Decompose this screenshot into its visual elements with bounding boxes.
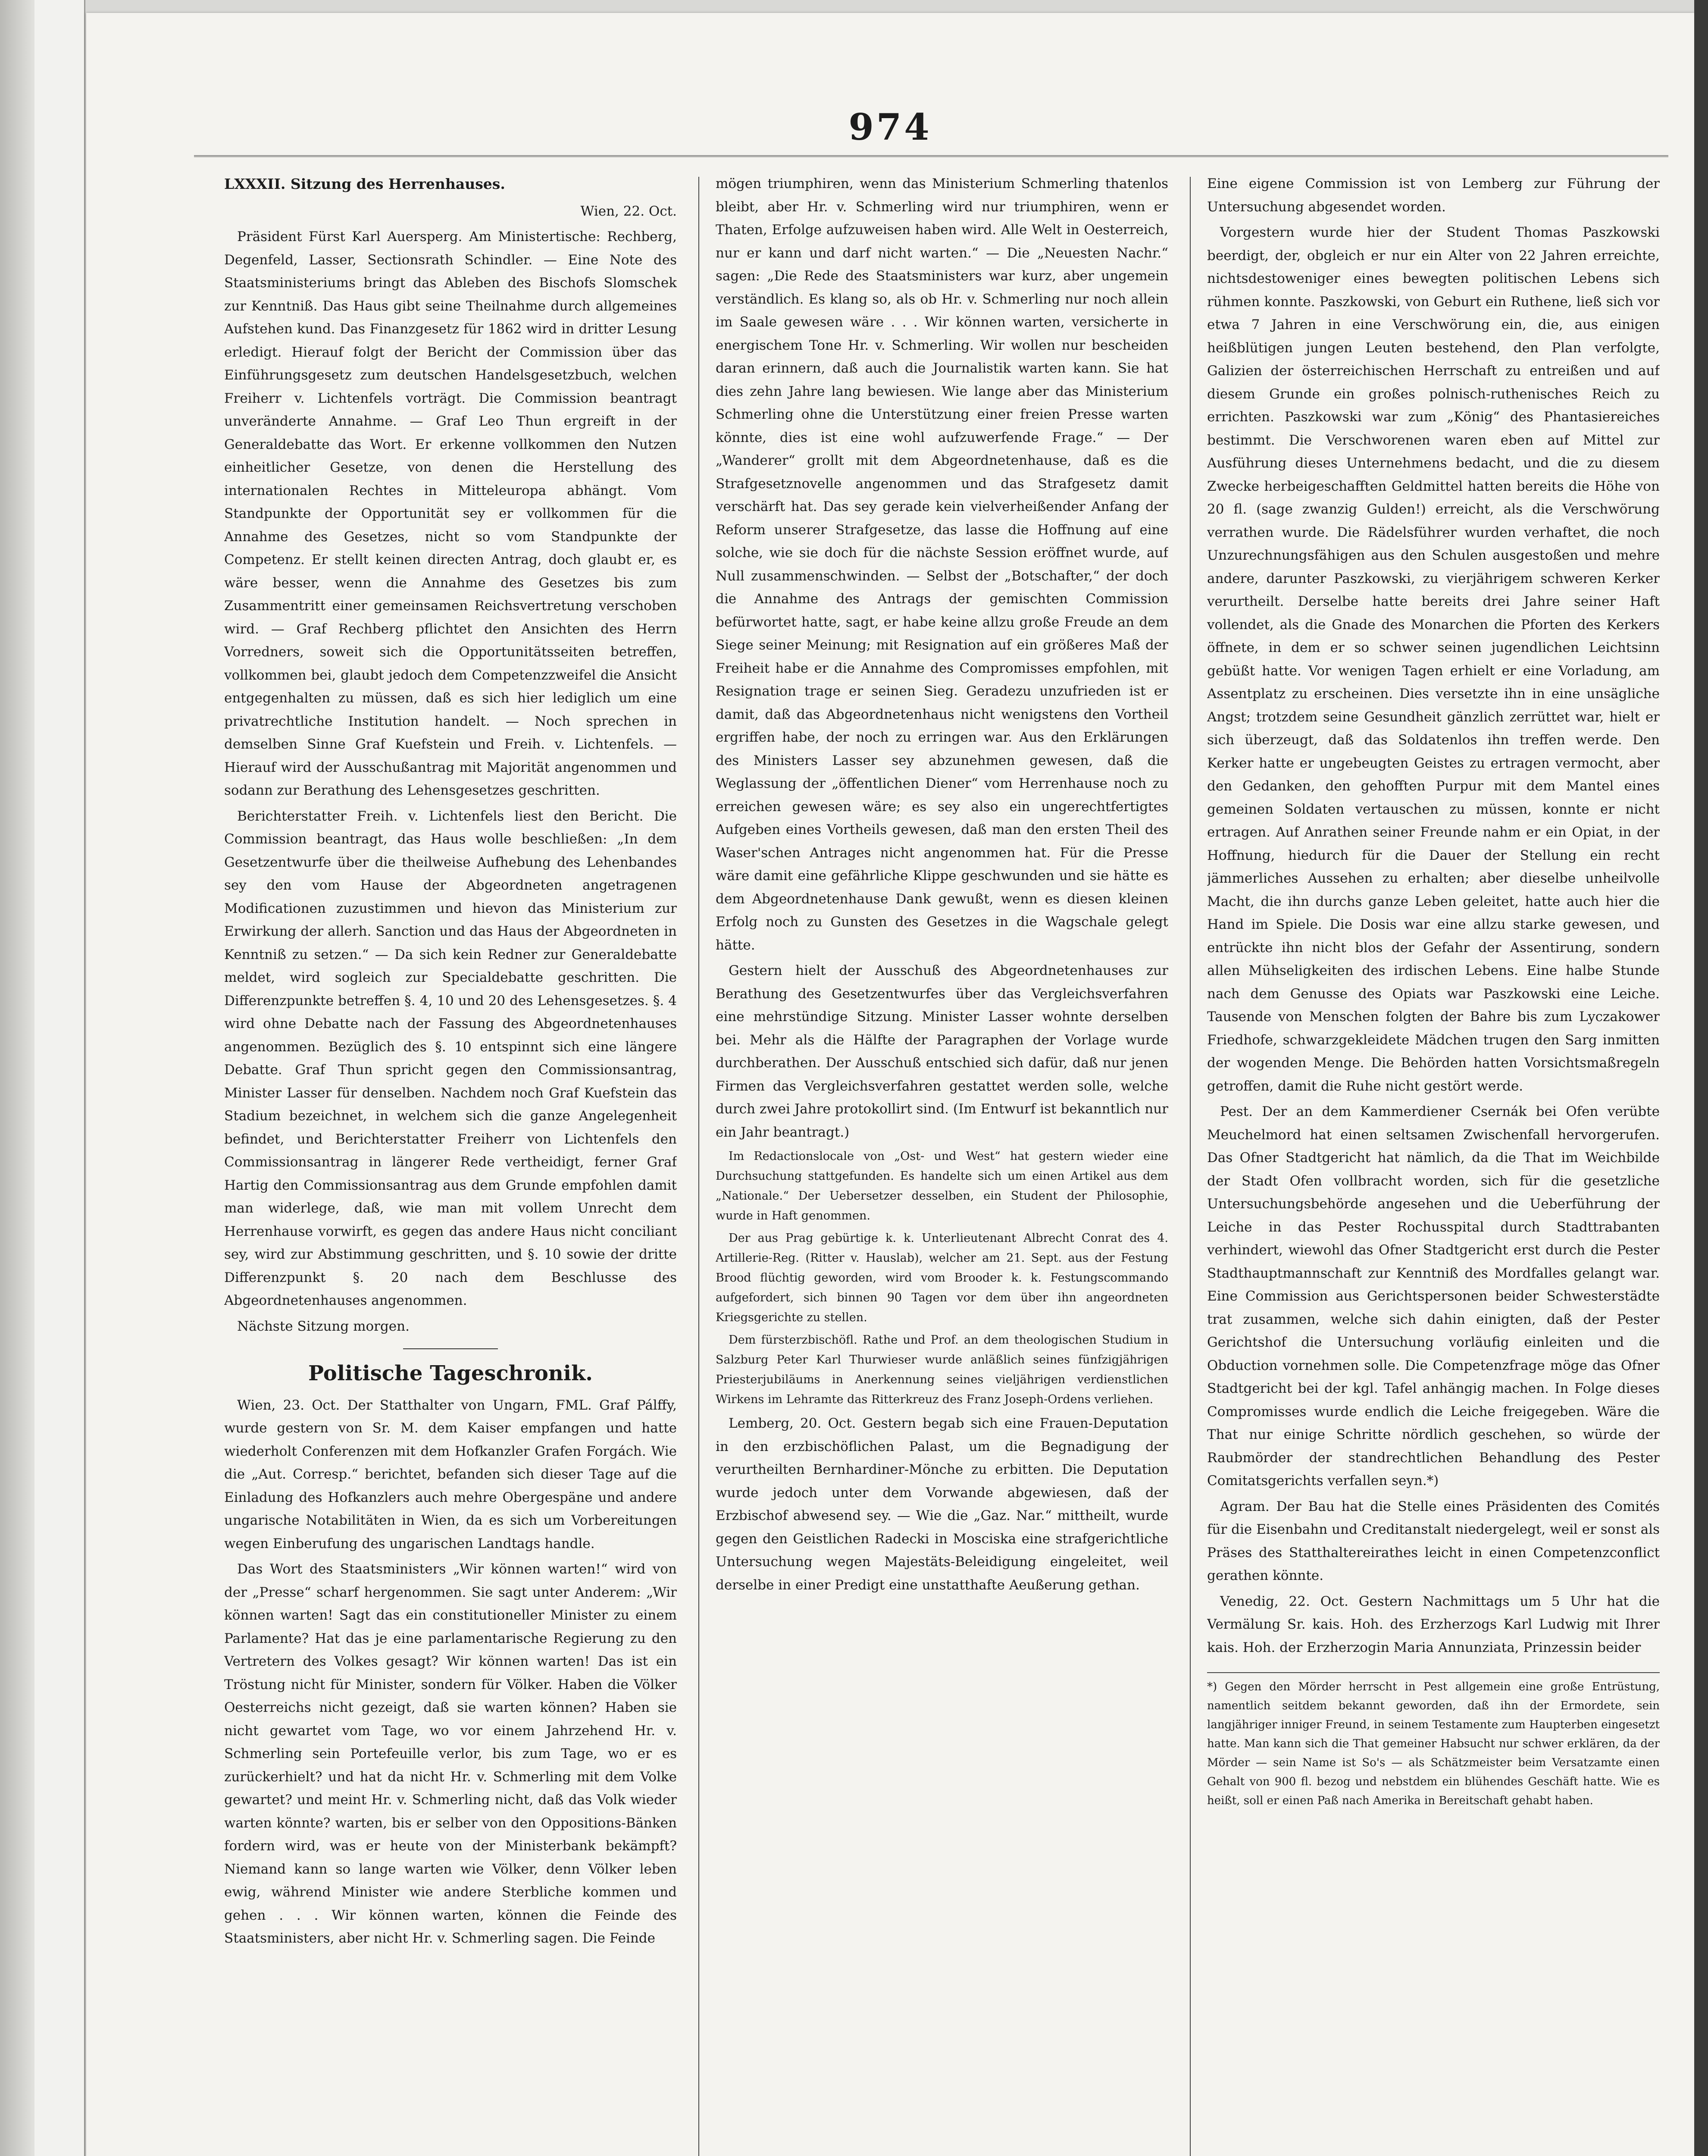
paragraph: Im Redactionslocale von „Ost- und West“ hat gestern wieder eine Durchsuchung stattgefunden. Es handelte sich um einen Artikel aus dem „Nationale.“ Der Uebersetzer desselben, ein Student der Philosophie, wurde in Haft genommen. xyxy=(716,1150,1168,1222)
column-divider xyxy=(698,177,699,2156)
paragraph: Eine eigene Commission ist von Lemberg zur Führung der Untersuchung abgesendet worden. xyxy=(1207,176,1660,215)
paragraph: Venedig, 22. Oct. Gestern Nachmittags um 5 Uhr hat die Vermälung Sr. kais. Hoh. des Erzherzogs Karl Ludwig mit Ihrer kais. Hoh. der Erzherzogin Maria Annunziata, Prinzessin beider xyxy=(1207,1593,1660,1655)
newspaper-page xyxy=(86,13,1694,2156)
paragraph: Nächste Sitzung morgen. xyxy=(237,1318,410,1334)
paragraph: Gestern hielt der Ausschuß des Abgeordnetenhauses zur Berathung des Gesetzentwurfes über das Vergleichsverfahren eine mehrstündige Sitzung. Minister Lasser wohnte derselben bei. Mehr als die Hälfte der Paragraphen der Vorlage wurde durchberathen. Der Ausschuß entschied sich dafür, daß nur jenen Firmen das Vergleichsverfahren gestattet werden solle, welche durch zwei Jahre protokollirt sind. (Im Entwurf ist bekanntlich nur ein Jahr beantragt.) xyxy=(716,963,1168,1140)
section-divider xyxy=(403,1348,498,1349)
paragraph: Wien, 23. Oct. Der Statthalter von Ungarn, FML. Graf Pálffy, wurde gestern von Sr. M. dem Kaiser empfangen und hatte wiederholt Conferenzen mit dem Hofkanzler Grafen Forgách. Wie die „Aut. Corresp.“ berichtet, befanden sich dieser Tage auf die Einladung des Hofkanzlers auch mehre Obergespäne und andere ungarische Notabilitäten in Wien, da es sich um Vorbereitungen wegen Einberufung des ungarischen Landtags handle. xyxy=(224,1397,677,1551)
paragraph: Lemberg, 20. Oct. Gestern begab sich eine Frauen-Deputation in den erzbischöflichen Palast, um die Begnadigung der verurtheilten Bernhardiner-Mönche zu erbitten. Die Deputation wurde jedoch unter dem Vorwande abgewiesen, daß der Erzbischof abwesend sey. — Wie die „Gaz. Nar.“ mittheilt, wurde gegen den Geistlichen Radecki in Mosciska eine strafgerichtliche Untersuchung wegen Majestäts-Beleidigung eingeleitet, weil derselbe in einer Predigt eine unstatthafte Aeußerung gethan. xyxy=(716,1416,1168,1593)
page-number: 974 xyxy=(848,106,932,148)
dateline: Wien, 22. Oct. xyxy=(580,203,677,219)
paragraph: Präsident Fürst Karl Auersperg. Am Ministertische: Rechberg, Degenfeld, Lasser, Sectionsrath Schindler. — Eine Note des Staatsministeriums bringt das Ableben des Bischofs Slomschek zur Kenntniß. Das Haus gibt seine Theilnahme durch allgemeines Aufstehen kund. Das Finanzgesetz für 1862 wird in dritter Lesung erledigt. Hierauf folgt der Bericht der Commission über das Einführungsgesetz zum deutschen Handelsgesetzbuch, welchen Freiherr v. Lichtenfels vorträgt. Die Commission beantragt unveränderte Annahme. — Graf Leo Thun ergreift in der Generaldebatte das Wort. Er erkenne vollkommen den Nutzen einheitlicher Gesetze, von denen die Herstellung des internationalen Rechtes in Mitteleuropa abhängt. Vom Standpunkte der Opportunität sey er vollkommen für die Annahme des Gesetzes, nicht so vom Standpunkte der Competenz. Er stellt keinen directen Antrag, doch glaubt er, es wäre besser, wenn die Annahme des Gesetzes bis zum Zusammentritt einer gemeinsamen Reichsvertretung verschoben wird. — Graf Rechberg pflichtet den Ansichten des Herrn Vorredners, soweit sich die Opportunitätsseiten betreffen, vollkommen bei, glaubt jedoch dem Competenzzweifel die Ansicht entgegenhalten zu müssen, daß es sich hier lediglich um eine privatrechtliche Institution handelt. — Noch sprechen in demselben Sinne Graf Kuefstein und Freih. v. Lichtenfels. — Hierauf wird der Ausschußantrag mit Majorität angenommen und sodann zur Berathung des Lehensgesetzes geschritten. xyxy=(224,229,677,798)
section-title: Politische Tageschronik. xyxy=(308,1361,593,1385)
paragraph: Berichterstatter Freih. v. Lichtenfels liest den Bericht. Die Commission beantragt, das Haus wolle beschließen: „In dem Gesetzentwurfe über die theilweise Aufhebung des Lehenbandes sey den vom Hause der Abgeordneten angetragenen Modificationen zuzustimmen und hievon das Ministerium zur Erwirkung der allerh. Sanction und das Haus der Abgeordneten in Kenntniß zu setzen.“ — Da sich kein Redner zur Generaldebatte meldet, wird sogleich zur Specialdebatte geschritten. Die Differenzpunkte betreffen §. 4, 10 und 20 des Lehensgesetzes. §. 4 wird ohne Debatte nach der Fassung des Abgeordnetenhauses angenommen. Bezüglich des §. 10 entspinnt sich eine längere Debatte. Graf Thun spricht gegen den Commissionsantrag, Minister Lasser für denselben. Nachdem noch Graf Kuefstein das Stadium bezeichnet, in welchem sich die ganze Angelegenheit befindet, und Berichterstatter Freiherr von Lichtenfels den Commissionsantrag in längerer Rede vertheidigt, ferner Graf Hartig den Commissionsantrag aus dem Grunde empfohlen damit man widerlege, daß, wie man mit vollem Unrecht dem Herrenhause vorwirft, es gegen das andere Haus nicht conciliant sey, wird zur Abstimmung geschritten, und §. 10 sowie der dritte Differenzpunkt §. 20 nach dem Beschlusse des Abgeordnetenhauses angenommen. xyxy=(224,808,677,1308)
footnote: *) Gegen den Mörder herrscht in Pest allgemein eine große Entrüstung, namentlich seitdem bekannt geworden, daß ihn der Ermordete, sein langjähriger inniger Freund, in seinem Testamente zum Haupterben eingesetzt hatte. Man kann sich die That gemeiner Habsucht nur schwer erklären, da der Mörder — sein Name ist So's — als Schätzmeister beim Versatzamte einen Gehalt von 900 fl. bezog und nebstdem ein blühendes Geschäft hatte. Wie es heißt, soll er einen Paß nach Amerika in Bereitschaft gehabt haben. xyxy=(1207,1672,1660,1810)
paragraph: Vorgestern wurde hier der Student Thomas Paszkowski beerdigt, der, obgleich er nur ein Alter von 22 Jahren erreichte, nichtsdestoweniger eines bewegten politischen Lebens sich rühmen konnte. Paszkowski, von Geburt ein Ruthene, ließ sich vor etwa 7 Jahren in eine Verschwörung ein, die, aus einigen heißblütigen jungen Leuten bestehend, den Plan verfolgte, Galizien der österreichischen Herrschaft zu entreißen und auf diesem Grunde ein großes polnisch-ruthenisches Reich zu errichten. Paszkowski war zum „König“ des Phantasiereiches bestimmt. Die Verschworenen waren eben auf Mittel zur Ausführung dieses Unternehmens bedacht, und die zu diesem Zwecke herbeigeschafften Geldmittel hatten bereits die Höhe von 20 fl. (sage zwanzig Gulden!) erreicht, als die Verschwörung verrathen wurde. Die Rädelsführer wurden verhaftet, die noch Unzurechnungsfähigen aus den Schulen ausgestoßen und mehre andere, darunter Paszkowski, zu vierjährigem schweren Kerker verurtheilt. Derselbe hatte bereits drei Jahre seiner Haft vollendet, als die Gnade des Monarchen die Pforten des Kerkers öffnete, in dem er so schwer seinen jugendlichen Leichtsinn gebüßt hatte. Vor wenigen Tagen erhielt er eine Vorladung, am Assentplatz zu erscheinen. Dies versetzte ihn in eine unsägliche Angst; trotzdem seine Gesundheit gänzlich zerrüttet war, hielt er sich überzeugt, daß das Soldatenlos ihn treffen werde. Den Kerker hatte er ungebeugten Geistes zu ertragen vermocht, aber den Gedanken, den gehofften Purpur mit dem Mantel eines gemeinen Soldaten vertauschen zu müssen, konnte er nicht ertragen. Auf Anrathen seiner Freunde nahm er ein Opiat, in der Hoffnung, hiedurch für die Dauer der Stellung ein recht jämmerliches Aussehen zu erhalten; aber dieselbe unheilvolle Macht, die ihn durchs ganze Leben geleitet, hatte auch hier die Hand im Spiele. Die Dosis war eine allzu starke gewesen, und entrückte ihn nicht blos der Gefahr der Assentirung, sondern allen Mühseligkeiten des irdischen Lebens. Eine halbe Stunde nach dem Genusse des Opiats war Paszkowski eine Leiche. Tausende von Menschen folgten der Bahre bis zum Lyczakower Friedhofe, schwarzgekleidete Mädchen trugen den Sarg inmitten der wogenden Menge. Die Behörden hatten Vorsichtsmaßregeln getroffen, damit die Ruhe nicht gestört werde. xyxy=(1207,225,1660,1094)
page-edge-shadow xyxy=(1694,0,1708,2156)
paragraph: mögen triumphiren, wenn das Ministerium Schmerling thatenlos bleibt, aber Hr. v. Schmerling wird nur triumphiren, wenn er Thaten, Erfolge aufzuweisen haben wird. Alle Welt in Oesterreich, nur er kann und darf nicht warten.“ — Die „Neuesten Nachr.“ sagen: „Die Rede des Staatsministers war kurz, aber ungemein verständlich. Es klang so, als ob Hr. v. Schmerling nur noch allein im Saale gewesen wäre . . . Wir können warten, versicherte in energischem Tone Hr. v. Schmerling. Wir wollen nur bescheiden daran erinnern, daß auch die Journalistik warten kann. Sie hat dies zehn Jahre lang bewiesen. Wie lange aber das Ministerium Schmerling ohne die Unterstützung einer freien Presse warten könnte, dies ist eine wohl aufzuwerfende Frage.“ — Der „Wanderer“ grollt mit dem Abgeordnetenhause, daß es die Strafgesetznovelle angenommen und das Strafgesetz damit verschärft hat. Das sey gerade kein vielverheißender Anfang der Reform unserer Strafgesetze, das lasse die Hoffnung auf eine solche, wie sie doch für die nächste Session eröffnet wurde, auf Null zusammenschwinden. — Selbst der „Botschafter,“ der doch die Annahme des Antrags der gemischten Commission befürwortet hatte, sagt, er habe keine allzu große Freude an dem Siege seiner Meinung; mit Resignation auf ein größeres Maß der Freiheit habe er die Annahme des Compromisses empfohlen, mit Resignation trage er seinen Sieg. Geradezu unzufrieden ist er damit, daß das Abgeordnetenhaus nicht wenigstens den Vortheil ergriffen habe, der noch zu erringen war. Aus den Erklärungen des Ministers Lasser sey abzunehmen gewesen, daß die Weglassung der „öffentlichen Diener“ vom Herrenhause noch zu erreichen gewesen wäre; es sey also ein ungerechtfertigtes Aufgeben eines Vortheils gewesen, daß man den ersten Theil des Waser'schen Antrages nicht angenommen hat. Für die Presse wäre damit eine gefährliche Klippe geschwunden und sie hätte es dem Abgeordnetenhause Dank gewußt, wenn es diesen kleinen Erfolg noch zu Gunsten des Gesetzes in die Wagschale gelegt hätte. xyxy=(716,176,1168,953)
column-3 xyxy=(1207,172,1660,2156)
facing-page-edge xyxy=(34,0,85,2156)
section-heading: LXXXII. Sitzung des Herrenhauses. xyxy=(224,175,505,192)
paragraph: Dem fürsterzbischöfl. Rathe und Prof. an dem theologischen Studium in Salzburg Peter Karl Thurwieser wurde anläßlich seines fünfzigjährigen Priesterjubiläums in Anerkennung seines vieljährigen verdienstlichen Wirkens im Lehramte das Ritterkreuz des Franz Joseph-Ordens verliehen. xyxy=(716,1333,1168,1406)
paragraph: Agram. Der Bau hat die Stelle eines Präsidenten des Comités für die Eisenbahn und Creditanstalt niedergelegt, weil er sonst als Präses des Statthaltereirathes leicht in einen Competenzconflict gerathen könnte. xyxy=(1207,1498,1660,1583)
book-spine xyxy=(0,0,34,2156)
column-2 xyxy=(716,172,1168,2156)
header-rule xyxy=(194,155,1668,157)
paragraph: Das Wort des Staatsministers „Wir können warten!“ wird von der „Presse“ scharf hergenommen. Sie sagt unter Anderem: „Wir können warten! Sagt das ein constitutioneller Minister zu einem Parlamente? Hat das je eine parlamentarische Regierung zu den Vertretern des Volkes gesagt? Wir können warten! Das ist ein Tröstung nicht für Minister, sondern für Völker. Haben die Völker Oesterreichs nicht gezeigt, daß sie warten können? Haben sie nicht gewartet vom Tage, wo vor einem Jahrzehend Hr. v. Schmerling sein Portefeuille verlor, bis zum Tage, wo er es zurückerhielt? und hat da nicht Hr. v. Schmerling mit dem Volke gewartet? und meint Hr. v. Schmerling nicht, daß das Volk wieder warten könnte? warten, bis er selber von den Oppositions-Bänken fordern wird, was er heute von der Ministerbank bekämpft? Niemand kann so lange warten wie Völker, denn Völker leben ewig, während Minister wie andere Sterbliche kommen und gehen . . . Wir können warten, können die Feinde des Staatsministers, aber nicht Hr. v. Schmerling sagen. Die Feinde xyxy=(224,1561,677,1946)
paragraph: Pest. Der an dem Kammerdiener Csernák bei Ofen verübte Meuchelmord hat einen seltsamen Zwischenfall hervorgerufen. Das Ofner Stadtgericht hat nämlich, da die That im Weichbilde der Stadt Ofen vollbracht worden, sich für die gesetzliche Untersuchungsbehörde angesehen und die Ueberführung der Leiche in das Pester Rochusspital durch Stadttrabanten verhindert, wiewohl das Ofner Stadtgericht erst durch die Pester Stadthauptmannschaft zur Kenntniß des Mordfalles gelangt war. Eine Commission aus Gerichtspersonen beider Schwesterstädte trat zusammen, welche sich dahin einigten, daß der Pester Gerichtshof die Untersuchung vorläufig einleiten und die Obduction vornehmen solle. Die Competenzfrage möge das Ofner Stadtgericht bei der kgl. Tafel anhängig machen. In Folge dieses Compromisses wurde endlich die Leiche freigegeben. Wäre die That nur einige Schritte nördlich geschehen, so würde der Raubmörder der standrechtlichen Behandlung des Pester Comitatsgerichts verfallen seyn.*) xyxy=(1207,1104,1660,1489)
column-1 xyxy=(224,172,677,2156)
paragraph: Der aus Prag gebürtige k. k. Unterlieutenant Albrecht Conrat des 4. Artillerie-Reg. (Ritter v. Hauslab), welcher am 21. Sept. aus der Festung Brood flüchtig geworden, wird vom Brooder k. k. Festungscommando aufgefordert, sich binnen 90 Tagen vor dem über ihn angeordneten Kriegsgerichte zu stellen. xyxy=(716,1232,1168,1324)
column-divider xyxy=(1190,177,1191,2156)
